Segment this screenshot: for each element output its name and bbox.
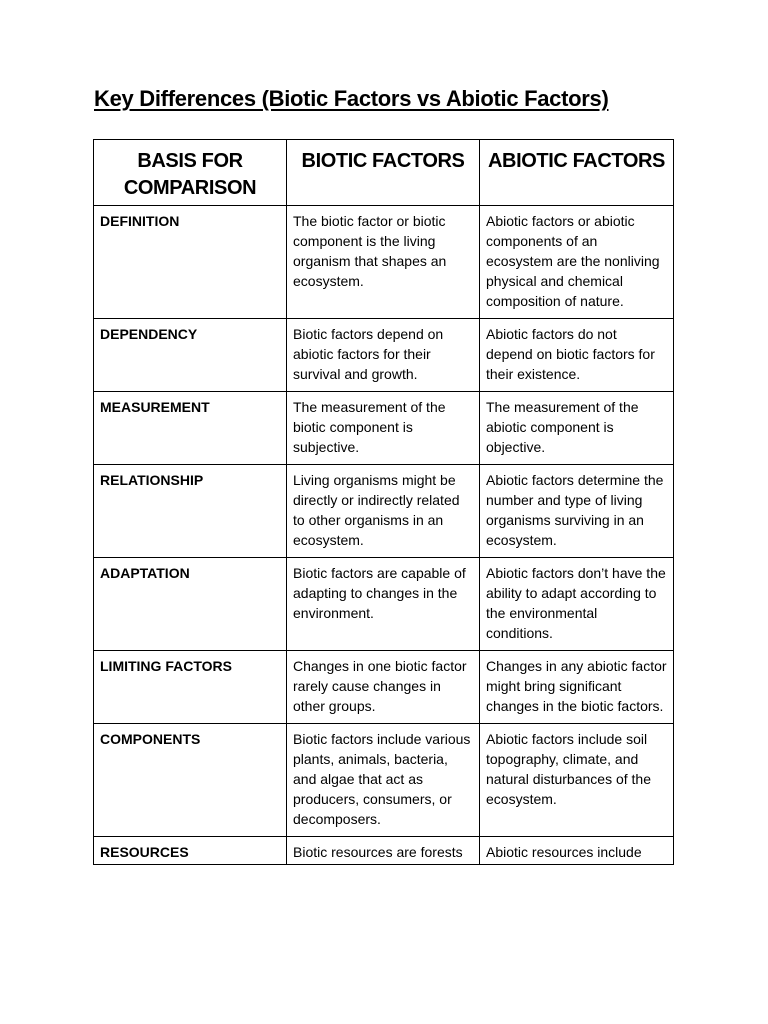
abiotic-cell: Abiotic resources include (480, 837, 674, 865)
table-row (94, 837, 674, 865)
biotic-cell: Biotic factors include various plants, animals, bacteria, and algae that act as producers, consumers, or decomposers. (287, 724, 480, 837)
abiotic-cell: Abiotic factors or abiotic components of an ecosystem are the nonliving physical and chemical composition of nature. (480, 206, 674, 319)
basis-cell: ADAPTATION (94, 558, 287, 651)
biotic-cell: The biotic factor or biotic component is the living organism that shapes an ecosystem. (287, 206, 480, 319)
table-row (94, 206, 674, 319)
biotic-cell: Biotic resources are forests (287, 837, 480, 865)
page-title: Key Differences (Biotic Factors vs Abiotic Factors) (94, 86, 609, 111)
abiotic-cell: Abiotic factors determine the number and type of living organisms surviving in an ecosystem. (480, 465, 674, 558)
column-header-abiotic: ABIOTIC FACTORS (480, 140, 674, 206)
biotic-cell: Biotic factors are capable of adapting to changes in the environment. (287, 558, 480, 651)
basis-cell: LIMITING FACTORS (94, 651, 287, 724)
basis-cell: DEFINITION (94, 206, 287, 319)
table-row (94, 465, 674, 558)
biotic-cell: Changes in one biotic factor rarely cause changes in other groups. (287, 651, 480, 724)
abiotic-cell: Changes in any abiotic factor might bring significant changes in the biotic factors. (480, 651, 674, 724)
table-body (94, 206, 674, 865)
column-header-biotic: BIOTIC FACTORS (287, 140, 480, 206)
table-row (94, 724, 674, 837)
biotic-cell: Living organisms might be directly or indirectly related to other organisms in an ecosystem. (287, 465, 480, 558)
basis-cell: RESOURCES (94, 837, 287, 865)
basis-cell: RELATIONSHIP (94, 465, 287, 558)
table-row (94, 558, 674, 651)
table-row (94, 651, 674, 724)
biotic-cell: The measurement of the biotic component is subjective. (287, 392, 480, 465)
table-row (94, 392, 674, 465)
table-header (94, 140, 674, 206)
table-row (94, 319, 674, 392)
biotic-cell: Biotic factors depend on abiotic factors for their survival and growth. (287, 319, 480, 392)
abiotic-cell: The measurement of the abiotic component is objective. (480, 392, 674, 465)
comparison-table (93, 139, 674, 865)
basis-cell: MEASUREMENT (94, 392, 287, 465)
abiotic-cell: Abiotic factors do not depend on biotic factors for their existence. (480, 319, 674, 392)
abiotic-cell: Abiotic factors don’t have the ability to adapt according to the environmental conditions. (480, 558, 674, 651)
column-header-basis: BASIS FOR COMPARISON (94, 140, 287, 206)
abiotic-cell: Abiotic factors include soil topography, climate, and natural disturbances of the ecosystem. (480, 724, 674, 837)
header-row (94, 140, 674, 206)
basis-cell: DEPENDENCY (94, 319, 287, 392)
basis-cell: COMPONENTS (94, 724, 287, 837)
